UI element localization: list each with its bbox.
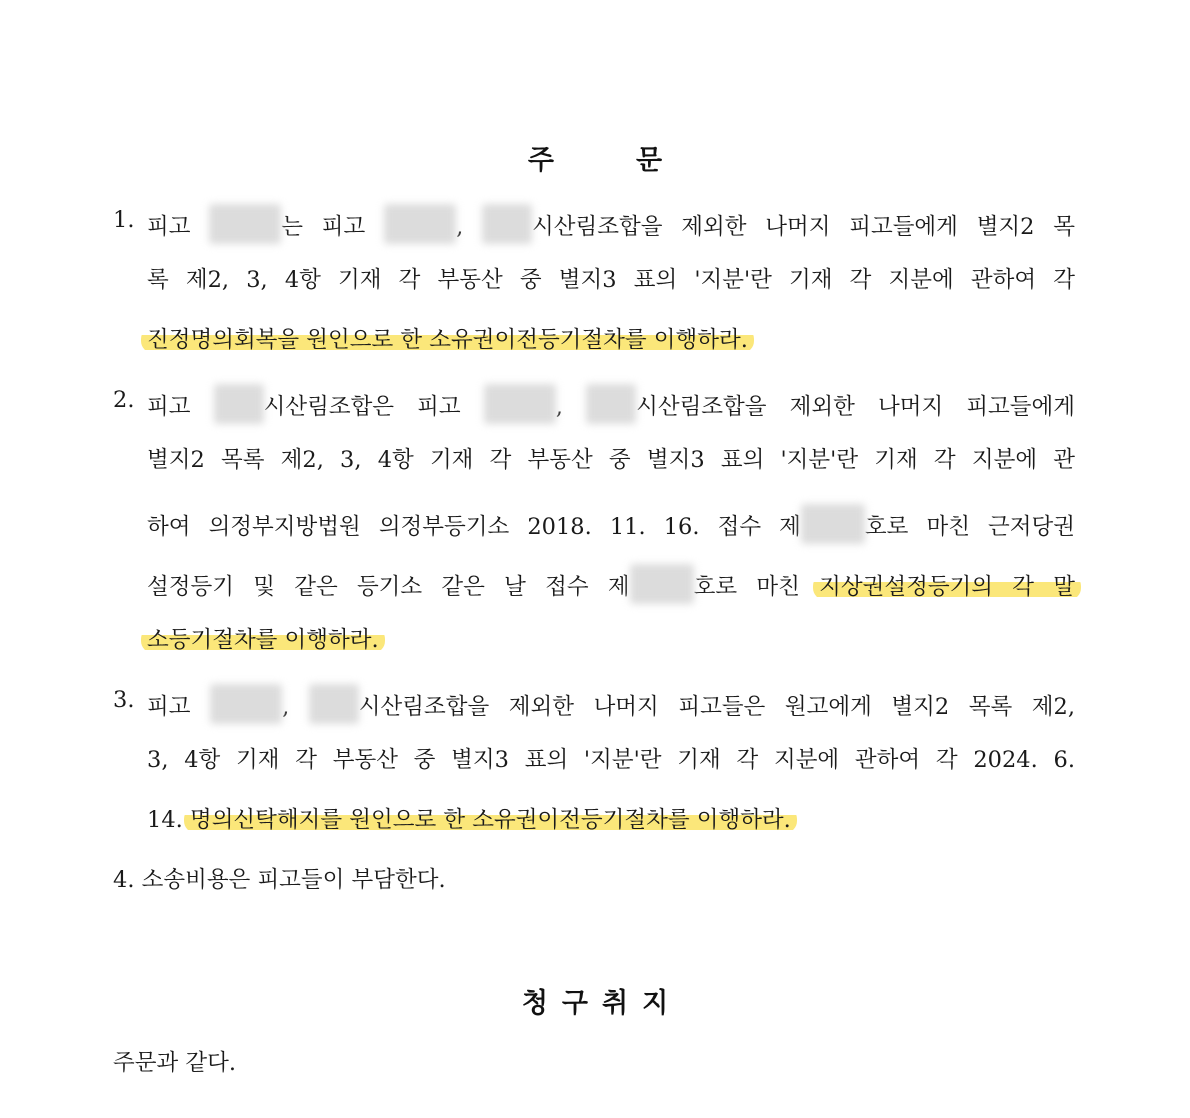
item-3-line-1 <box>147 684 1075 720</box>
heading-main-char: 문 <box>636 145 663 176</box>
redacted-name <box>214 384 264 424</box>
item-3-line-3 <box>147 804 1075 836</box>
redacted-number <box>630 564 694 604</box>
item-number: 1. <box>113 207 135 233</box>
text-segment: , <box>456 214 464 240</box>
item-1-line-2: 록 제2, 3, 4항 기재 각 부동산 중 별지3 표의 '지분'란 기재 각 지분에 관하여 각 <box>147 267 1075 293</box>
highlighted-text: 명의신탁해지를 원인으로 한 소유권이전등기절차를 이행하라. <box>184 807 797 833</box>
highlighted-text: 진정명의회복을 원인으로 한 소유권이전등기절차를 이행하라. <box>141 327 754 353</box>
redacted-number <box>801 504 865 544</box>
text-segment: 피고 <box>147 694 191 720</box>
highlighted-text: 지상권설정등기의 각 말 <box>813 574 1081 600</box>
heading-main <box>0 138 1190 177</box>
item-number: 2. <box>113 387 135 413</box>
heading-claim-char: 구 <box>561 988 588 1019</box>
highlighted-text: 소등기절차를 이행하라. <box>141 627 385 653</box>
redacted-name <box>484 384 556 424</box>
item-2-line-2: 별지2 목록 제2, 3, 4항 기재 각 부동산 중 별지3 표의 '지분'란 기재 각 지분에 관 <box>147 447 1075 473</box>
redacted-name <box>586 384 636 424</box>
item-2-line-1 <box>147 384 1075 420</box>
text-segment: 설정등기 및 같은 등기소 같은 날 접수 제 <box>147 574 630 600</box>
claim-body: 주문과 같다. <box>113 1050 236 1076</box>
item-4-line: 4. 소송비용은 피고들이 부담한다. <box>113 867 446 893</box>
item-2-line-5 <box>147 624 1075 656</box>
text-segment: 호로 마친 <box>693 574 800 600</box>
item-3-line-2: 3, 4항 기재 각 부동산 중 별지3 표의 '지분'란 기재 각 지분에 관하여 각 2024. 6. <box>147 747 1075 773</box>
text-segment: 시산림조합을 제외한 나머지 피고들에게 별지2 목 <box>532 214 1076 240</box>
text-segment: 호로 마친 근저당권 <box>864 514 1076 540</box>
text-segment: 시산림조합을 제외한 나머지 피고들은 원고에게 별지2 목록 제2, <box>358 694 1075 720</box>
text-segment: 하여 의정부지방법원 의정부등기소 2018. 11. 16. 접수 제 <box>147 514 801 540</box>
item-number: 3. <box>113 687 135 713</box>
redacted-name <box>384 204 456 244</box>
redacted-name <box>210 684 282 724</box>
heading-main-char: 주 <box>527 145 554 176</box>
redacted-name <box>482 204 532 244</box>
text-segment: 14. <box>147 807 183 833</box>
heading-claim-char: 지 <box>642 988 669 1019</box>
text-segment: 시산림조합은 피고 <box>263 394 461 420</box>
item-1-line-3 <box>147 324 1075 356</box>
redacted-name <box>309 684 359 724</box>
heading-claim-char: 취 <box>602 988 629 1019</box>
text-segment: 는 피고 <box>281 214 366 240</box>
redacted-name <box>209 204 281 244</box>
heading-claim <box>0 981 1190 1020</box>
item-1-line-1 <box>147 204 1076 240</box>
text-segment: 시산림조합을 제외한 나머지 피고들에게 <box>636 394 1075 420</box>
text-segment: , <box>555 394 563 420</box>
item-2-line-3 <box>147 504 1076 540</box>
heading-claim-char: 청 <box>521 988 548 1019</box>
text-segment: 피고 <box>147 394 191 420</box>
item-2-line-4 <box>147 564 1076 600</box>
text-segment: 피고 <box>147 214 191 240</box>
text-segment: , <box>282 694 290 720</box>
